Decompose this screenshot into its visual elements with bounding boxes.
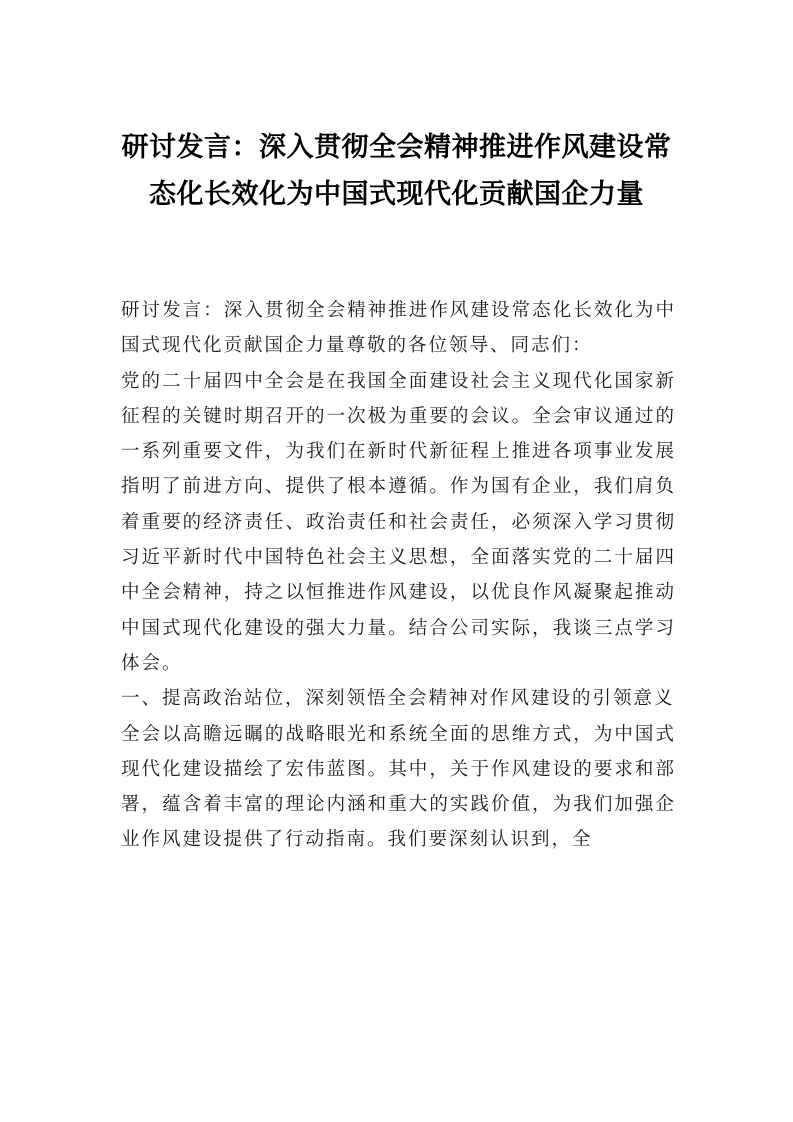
paragraph-opening: 研讨发言：深入贯彻全会精神推进作风建设常态化长效化为中国式现代化贡献国企力量尊敬的各位领导、同志们：	[121, 300, 676, 357]
document-body	[121, 293, 676, 858]
paragraph-section-1: 全会以高瞻远瞩的战略眼光和系统全面的思维方式，为中国式现代化建设描绘了宏伟蓝图。其中，关于作风建设的要求和部署，蕴含着丰富的理论内涵和重大的实践价值，为我们加强企业作风建设提供了行动指南。我们要深刻认识到，全	[121, 723, 676, 851]
section-heading-1: 一、提高政治站位，深刻领悟全会精神对作风建设的引领意义	[121, 688, 675, 710]
paragraph-introduction: 党的二十届四中全会是在我国全面建设社会主义现代化国家新征程的关键时期召开的一次极为重要的会议。全会审议通过的一系列重要文件，为我们在新时代新征程上推进各项事业发展指明了前进方向、提供了根本遵循。作为国有企业，我们肩负着重要的经济责任、政治责任和社会责任，必须深入学习贯彻习近平新时代中国特色社会主义思想，全面落实党的二十届四中全会精神，持之以恒推进作风建设，以优良作风凝聚起推动中国式现代化建设的强大力量。结合公司实际，我谈三点学习体会。	[121, 370, 676, 674]
document-title: 研讨发言：深入贯彻全会精神推进作风建设常态化长效化为中国式现代化贡献国企力量	[121, 132, 672, 210]
